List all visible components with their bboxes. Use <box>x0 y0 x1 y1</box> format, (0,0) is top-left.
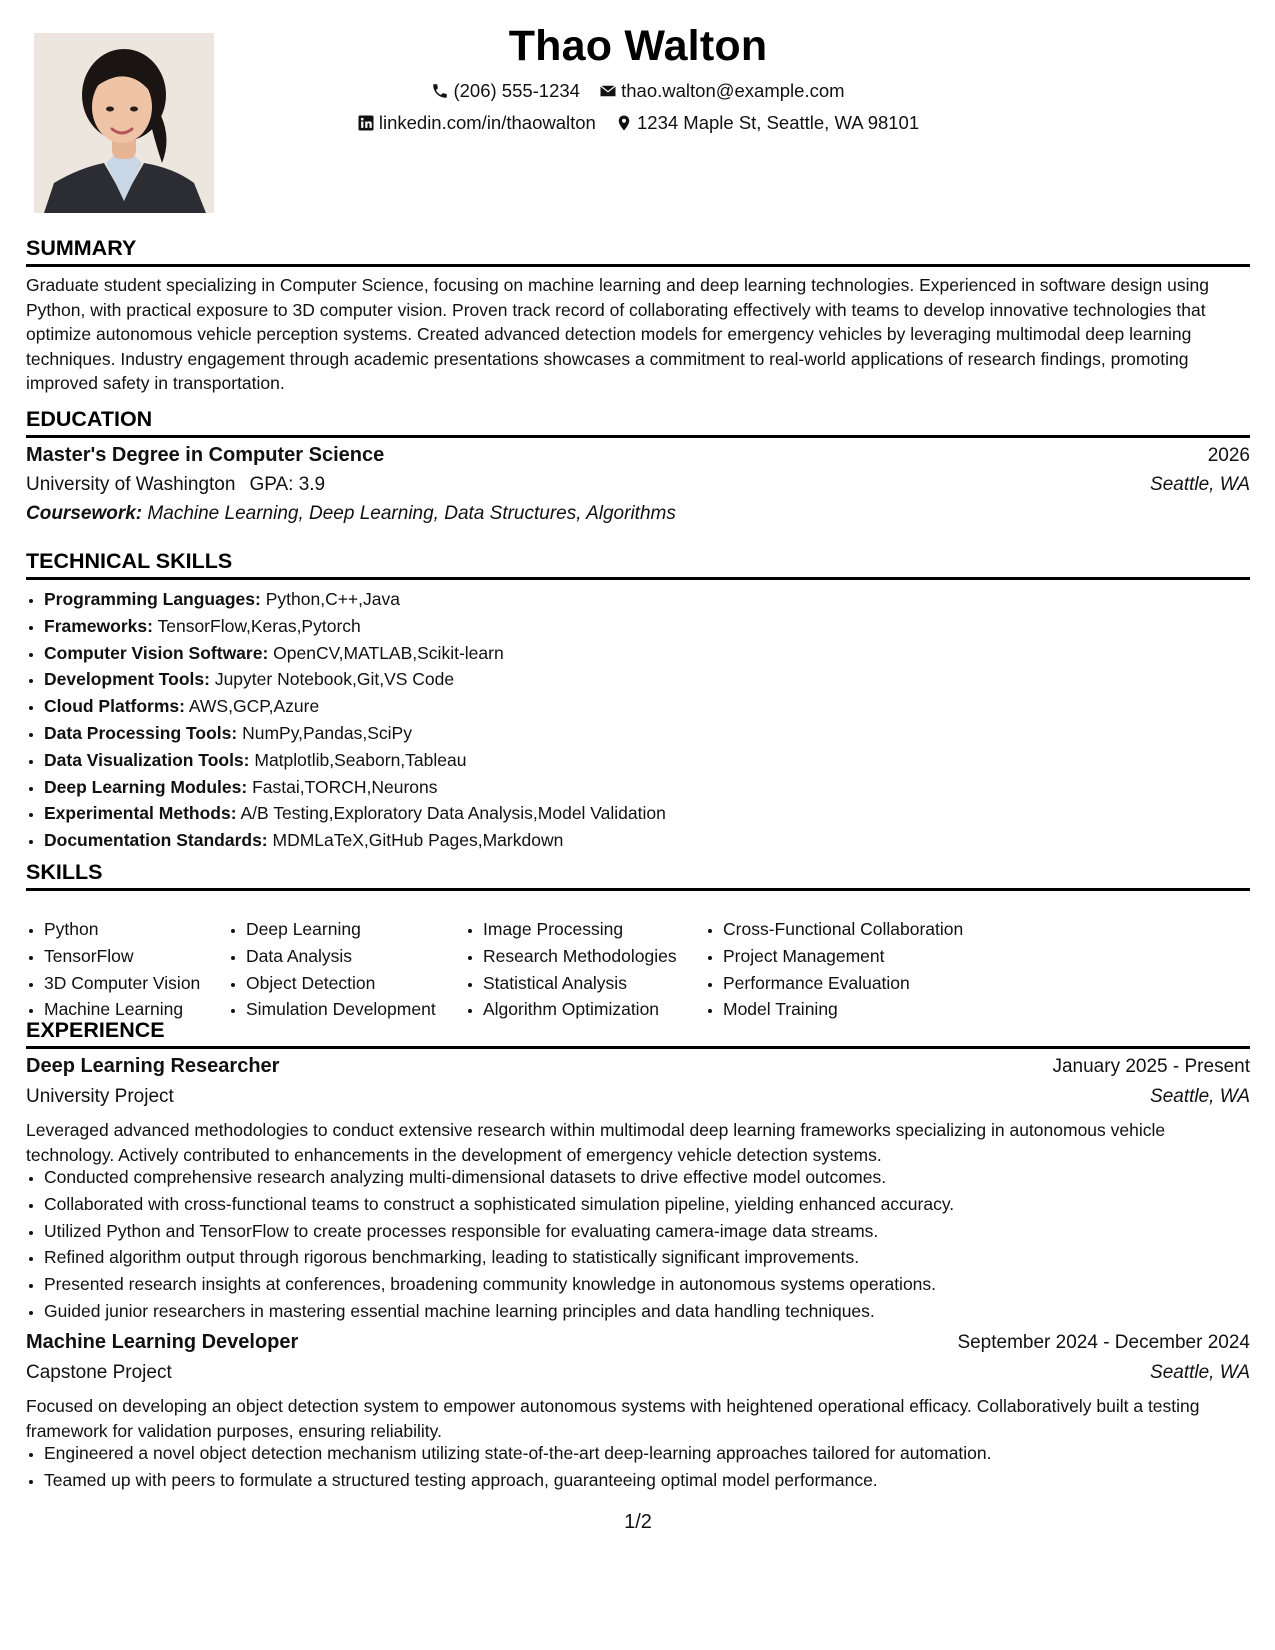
linkedin-contact[interactable] <box>357 112 596 134</box>
degree-title: Master's Degree in Computer Science <box>26 444 385 466</box>
school-name: University of Washington <box>26 474 236 495</box>
email-contact[interactable] <box>599 80 844 102</box>
address-text: 1234 Maple St, Seattle, WA 98101 <box>637 112 920 133</box>
skill-item: • Performance Evaluation <box>723 970 985 997</box>
skill-item: • Object Detection <box>246 970 465 997</box>
map-pin-icon <box>615 114 633 132</box>
address-contact <box>615 112 919 134</box>
technical-skill-item <box>44 827 666 854</box>
technical-skill-label: Experimental Methods: <box>44 803 237 824</box>
experience-bullet: • Engineered a novel object detection mechanism utilizing state-of-the-art deep-learning approaches tailored for automation. <box>44 1440 992 1467</box>
technical-skill-label: Cloud Platforms: <box>44 696 185 717</box>
technical-skill-value: Python,C++,Java <box>265 589 400 609</box>
resume-page <box>26 0 1250 1650</box>
job-1-bullets <box>26 1164 954 1325</box>
skill-item: • Project Management <box>723 943 985 970</box>
skill-item: • Simulation Development <box>246 996 465 1023</box>
experience-bullet: • Collaborated with cross-functional teams to construct a sophisticated simulation pipeline, yielding enhanced accuracy. <box>44 1191 954 1218</box>
job-1-location: Seattle, WA <box>1150 1086 1250 1107</box>
skill-item: • Cross-Functional Collaboration <box>723 916 985 943</box>
technical-skill-item <box>44 640 666 667</box>
summary-text: Graduate student specializing in Computer Science, focusing on machine learning and deep learning technologies. Experienced in software design using Python, with practical exposure to 3D computer vision. Proven track record of collaborating effectively with teams to develop innovative technologies that optimize autonomous vehicle perception systems. Created advanced detection models for emergency vehicles by leveraging multimodal deep learning techniques. Industry engagement through academic presentations showcases a commitment to real-world applications of research findings, promoting improved safety in transportation. <box>26 275 1209 393</box>
skill-item: • Model Training <box>723 996 985 1023</box>
candidate-name: Thao Walton <box>508 22 768 70</box>
summary-heading: SUMMARY <box>26 236 1250 267</box>
job-2-description: Focused on developing an object detection system to empower autonomous systems with heightened operational efficacy. Collaboratively built a testing framework for validation purposes, ensuring reliability. <box>26 1396 1200 1441</box>
coursework-list: Machine Learning, Deep Learning, Data Structures, Algorithms <box>147 503 676 524</box>
technical-skill-value: Jupyter Notebook,Git,VS Code <box>214 669 455 690</box>
job-1-dates: January 2025 - Present <box>1052 1056 1250 1077</box>
school-location: Seattle, WA <box>1150 474 1250 495</box>
education-school-row <box>26 474 1250 496</box>
technical-skill-value: OpenCV,MATLAB,Scikit-learn <box>273 642 504 663</box>
skill-item: • TensorFlow <box>44 943 228 970</box>
job-2-org-row <box>26 1362 1250 1384</box>
technical-skill-item <box>44 774 666 801</box>
envelope-icon <box>599 82 617 100</box>
phone-icon <box>431 82 449 100</box>
technical-skill-value: TensorFlow,Keras,Pytorch <box>157 615 361 636</box>
technical-skill-label: Programming Languages: <box>44 589 261 609</box>
job-1-org-row <box>26 1086 1250 1108</box>
skill-item: • Research Methodologies <box>483 943 705 970</box>
skills-heading: SKILLS <box>26 860 1250 891</box>
technical-skill-label: Data Visualization Tools: <box>44 749 250 770</box>
experience-bullet: • Refined algorithm output through rigorous benchmarking, leading to statistically significant improvements. <box>44 1244 954 1271</box>
skills-column <box>26 916 228 1023</box>
skills-grid <box>26 916 985 1023</box>
technical-skill-value: AWS,GCP,Azure <box>188 696 320 717</box>
skill-item: • Image Processing <box>483 916 705 943</box>
contact-line-2 <box>26 112 1250 137</box>
job-2-location: Seattle, WA <box>1150 1362 1250 1383</box>
job-2-org: Capstone Project <box>26 1362 172 1383</box>
experience-bullet: • Conducted comprehensive research analyzing multi-dimensional datasets to drive effective model outcomes. <box>44 1164 954 1191</box>
job-2-role: Machine Learning Developer <box>26 1331 299 1353</box>
page-number: 1/2 <box>624 1511 652 1533</box>
skills-column <box>465 916 705 1023</box>
job-1-description: Leveraged advanced methodologies to conduct extensive research within multimodal deep learning frameworks specializing in autonomous vehicle technology. Actively contributed to enhancements in the development of emergency vehicle detection systems. <box>26 1120 1166 1165</box>
experience-bullet: • Guided junior researchers in mastering essential machine learning principles and data handling techniques. <box>44 1298 954 1325</box>
phone-contact[interactable] <box>431 80 580 102</box>
job-1-header <box>26 1055 1250 1078</box>
technical-skill-item <box>44 666 666 693</box>
technical-skill-item <box>44 613 666 640</box>
job-2-dates: September 2024 - December 2024 <box>957 1332 1250 1353</box>
skill-item: • Deep Learning <box>246 916 465 943</box>
technical-skill-label: Computer Vision Software: <box>44 642 269 663</box>
technical-skill-label: Data Processing Tools: <box>44 722 238 743</box>
technical-skill-item <box>44 720 666 747</box>
technical-skill-label: Deep Learning Modules: <box>44 776 248 797</box>
job-2-header <box>26 1331 1250 1354</box>
linkedin-icon <box>357 114 375 132</box>
email-text: thao.walton@example.com <box>621 80 845 101</box>
technical-skill-item <box>44 693 666 720</box>
technical-skill-value: Fastai,TORCH,Neurons <box>252 776 438 797</box>
contact-line-1 <box>26 80 1250 105</box>
technical-skill-item <box>44 586 666 613</box>
job-1-role: Deep Learning Researcher <box>26 1055 280 1077</box>
skill-item: • 3D Computer Vision <box>44 970 228 997</box>
skill-item: • Data Analysis <box>246 943 465 970</box>
skills-column <box>705 916 985 1023</box>
gpa: GPA: 3.9 <box>249 474 326 495</box>
technical-skill-label: Documentation Standards: <box>44 830 268 851</box>
technical-skill-item <box>44 800 666 827</box>
experience-heading: EXPERIENCE <box>26 1018 1250 1049</box>
technical-skill-value: MDMLaTeX,GitHub Pages,Markdown <box>272 830 564 851</box>
technical-skill-label: Development Tools: <box>44 669 210 690</box>
job-1-org: University Project <box>26 1086 174 1107</box>
skill-item: • Algorithm Optimization <box>483 996 705 1023</box>
education-heading: EDUCATION <box>26 407 1250 438</box>
degree-year: 2026 <box>1207 445 1250 466</box>
experience-bullet: • Utilized Python and TensorFlow to create processes responsible for evaluating camera-image data streams. <box>44 1218 954 1245</box>
coursework-label: Coursework: <box>26 503 143 524</box>
technical-skill-item <box>44 747 666 774</box>
phone-text: (206) 555-1234 <box>453 80 580 101</box>
technical-skills-heading: TECHNICAL SKILLS <box>26 549 1250 580</box>
education-degree-row <box>26 444 1250 467</box>
skills-column <box>228 916 465 1023</box>
technical-skill-value: A/B Testing,Exploratory Data Analysis,Model Validation <box>240 803 666 824</box>
job-2-bullets <box>26 1440 992 1494</box>
linkedin-text: linkedin.com/in/thaowalton <box>378 112 596 133</box>
technical-skills-list <box>26 586 666 854</box>
technical-skill-label: Frameworks: <box>44 615 153 636</box>
skill-item: • Machine Learning <box>44 996 228 1023</box>
technical-skill-value: NumPy,Pandas,SciPy <box>242 722 412 743</box>
experience-bullet: • Presented research insights at conferences, broadening community knowledge in autonomous systems operations. <box>44 1271 954 1298</box>
coursework-row <box>26 503 1250 525</box>
skill-item: • Python <box>44 916 228 943</box>
technical-skill-value: Matplotlib,Seaborn,Tableau <box>254 749 467 770</box>
skill-item: • Statistical Analysis <box>483 970 705 997</box>
experience-bullet: • Teamed up with peers to formulate a structured testing approach, guaranteeing optimal model performance. <box>44 1467 992 1494</box>
